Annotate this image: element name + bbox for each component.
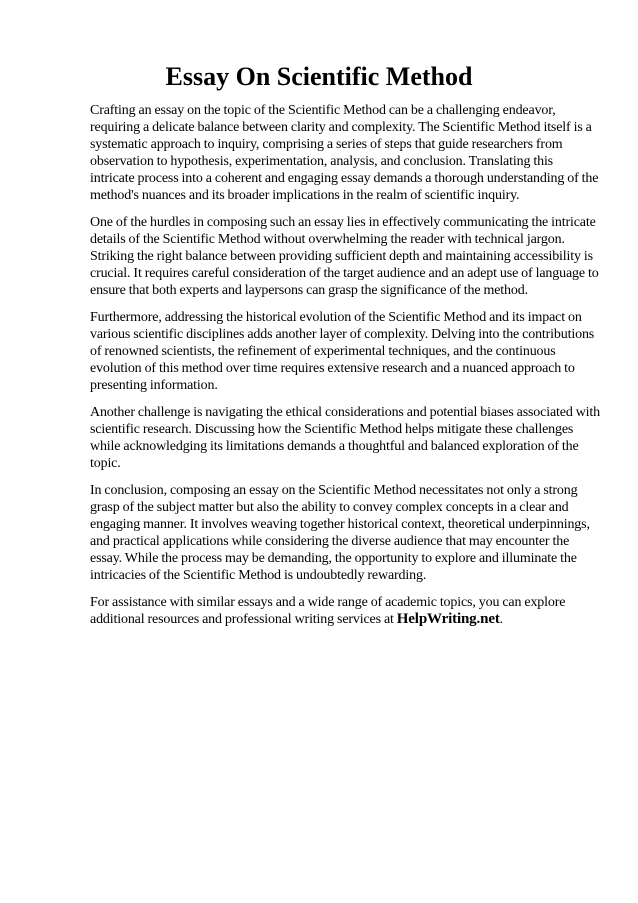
paragraph-intro: Crafting an essay on the topic of the Scientific Method can be a challenging endeavor, requiring a delicate balance between clarity and complexity. The Scientific Method itself is a systematic approach to inquiry, comprising a series of steps that guide researchers from observation to hypothesis, experimentation, analysis, and conclusion. Translating this intricate process into a coherent and engaging essay demands a thorough understanding of the method's nuances and its broader implications in the realm of scientific inquiry. [90,103,599,203]
paragraph-history: Furthermore, addressing the historical evolution of the Scientific Method and its impact on various scientific disciplines adds another layer of complexity. Delving into the contributions of renowned scientists, the refinement of experimental techniques, and the continuous evolution of this method over time requires extensive research and a nuanced approach to presenting information. [90,310,595,393]
page-title: Essay On Scientific Method [165,62,473,91]
helpwriting-link[interactable]: HelpWriting.net [396,611,500,627]
paragraph-conclusion: In conclusion, composing an essay on the Scientific Method necessitates not only a strong grasp of the subject matter but also the ability to convey complex concepts in a clear and engaging manner. It involves weaving together historical context, theoretical underpinnings, and practical applications while considering the diverse audience that may encounter the essay. While the process may be demanding, the opportunity to explore and illuminate the intricacies of the Scientific Method is undoubtedly rewarding. [90,483,590,583]
paragraph-hurdles: One of the hurdles in composing such an essay lies in effectively communicating the intricate details of the Scientific Method without overwhelming the reader with technical jargon. Striking the right balance between providing sufficient depth and maintaining accessibility is crucial. It requires careful consideration of the target audience and an adept use of language to ensure that both experts and laypersons can grasp the significance of the method. [90,215,599,298]
closing-text: For assistance with similar essays and a wide range of academic topics, you can explore additional resources and professional writing services at [90,595,566,627]
closing-period: . [499,612,504,627]
paragraph-ethics: Another challenge is navigating the ethical considerations and potential biases associated with scientific research. Discussing how the Scientific Method helps mitigate these challenges while acknowledging its limitations demands a thoughtful and balanced exploration of the topic. [90,405,601,471]
paragraph-closing [90,594,600,628]
document-body [90,102,600,638]
